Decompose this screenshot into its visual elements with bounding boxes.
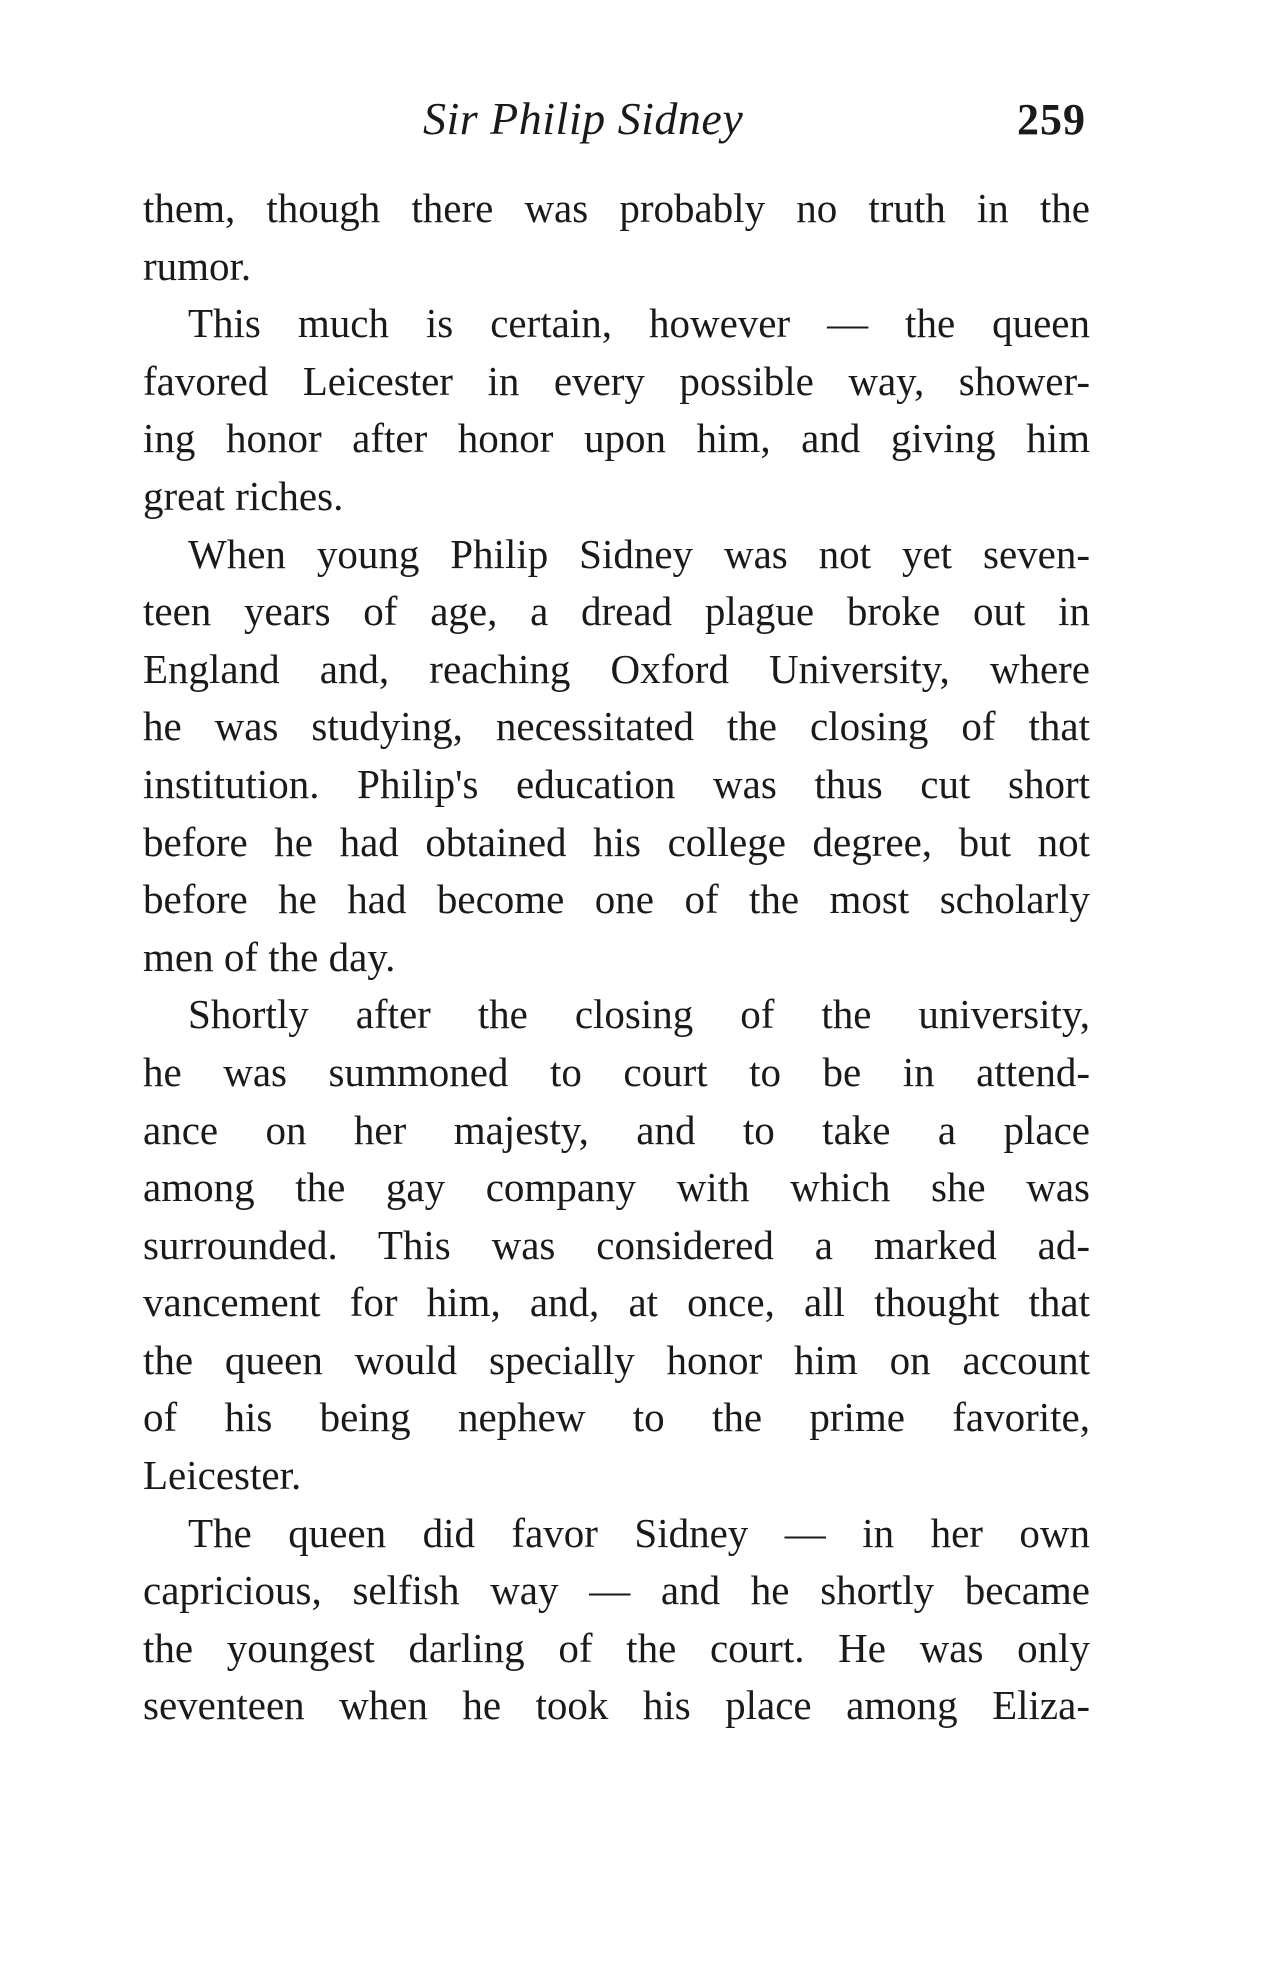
text-line: When young Philip Sidney was not yet seven- bbox=[188, 530, 1090, 577]
text-line: men of the day. bbox=[143, 933, 396, 980]
text-line: This much is certain, however — the queen bbox=[188, 300, 1090, 347]
paragraph bbox=[143, 526, 1090, 987]
paragraph bbox=[143, 986, 1090, 1504]
text-line: rumor. bbox=[143, 242, 252, 289]
paragraph bbox=[143, 180, 1090, 295]
text-line: before he had obtained his college degree, but not bbox=[143, 818, 1090, 865]
text-line: seventeen when he took his place among Eliza- bbox=[143, 1682, 1090, 1729]
text-line: surrounded. This was considered a marked ad- bbox=[143, 1221, 1090, 1268]
text-line: he was studying, necessitated the closing of that bbox=[143, 703, 1090, 750]
text-line: the youngest darling of the court. He was only bbox=[143, 1624, 1090, 1671]
text-line: of his being nephew to the prime favorite, bbox=[143, 1394, 1090, 1441]
body-text bbox=[143, 180, 1090, 1735]
text-line: vancement for him, and, at once, all thought that bbox=[143, 1279, 1090, 1326]
text-line: favored Leicester in every possible way, shower- bbox=[143, 357, 1090, 404]
text-line: he was summoned to court to be in attend- bbox=[143, 1048, 1090, 1095]
text-line: before he had become one of the most scholarly bbox=[143, 876, 1090, 923]
page-number: 259 bbox=[1017, 95, 1086, 144]
running-head bbox=[143, 92, 1090, 152]
running-title: Sir Philip Sidney bbox=[423, 93, 744, 144]
text-line: England and, reaching Oxford University, where bbox=[143, 645, 1090, 692]
text-line: institution. Philip's education was thus cut short bbox=[143, 760, 1090, 807]
text-line: teen years of age, a dread plague broke out in bbox=[143, 588, 1090, 635]
text-line: capricious, selfish way — and he shortly became bbox=[143, 1567, 1090, 1614]
text-line: Leicester. bbox=[143, 1452, 302, 1499]
paragraph bbox=[143, 295, 1090, 525]
text-line: them, though there was probably no truth in the bbox=[143, 185, 1090, 231]
text-line: the queen would specially honor him on account bbox=[143, 1336, 1090, 1383]
text-line: Shortly after the closing of the university, bbox=[188, 991, 1090, 1038]
text-line: ance on her majesty, and to take a place bbox=[143, 1106, 1090, 1153]
paragraph bbox=[143, 1505, 1090, 1735]
text-line: among the gay company with which she was bbox=[143, 1164, 1090, 1211]
text-line: great riches. bbox=[143, 472, 344, 519]
text-line: The queen did favor Sidney — in her own bbox=[188, 1509, 1090, 1556]
text-line: ing honor after honor upon him, and giving him bbox=[143, 415, 1090, 462]
